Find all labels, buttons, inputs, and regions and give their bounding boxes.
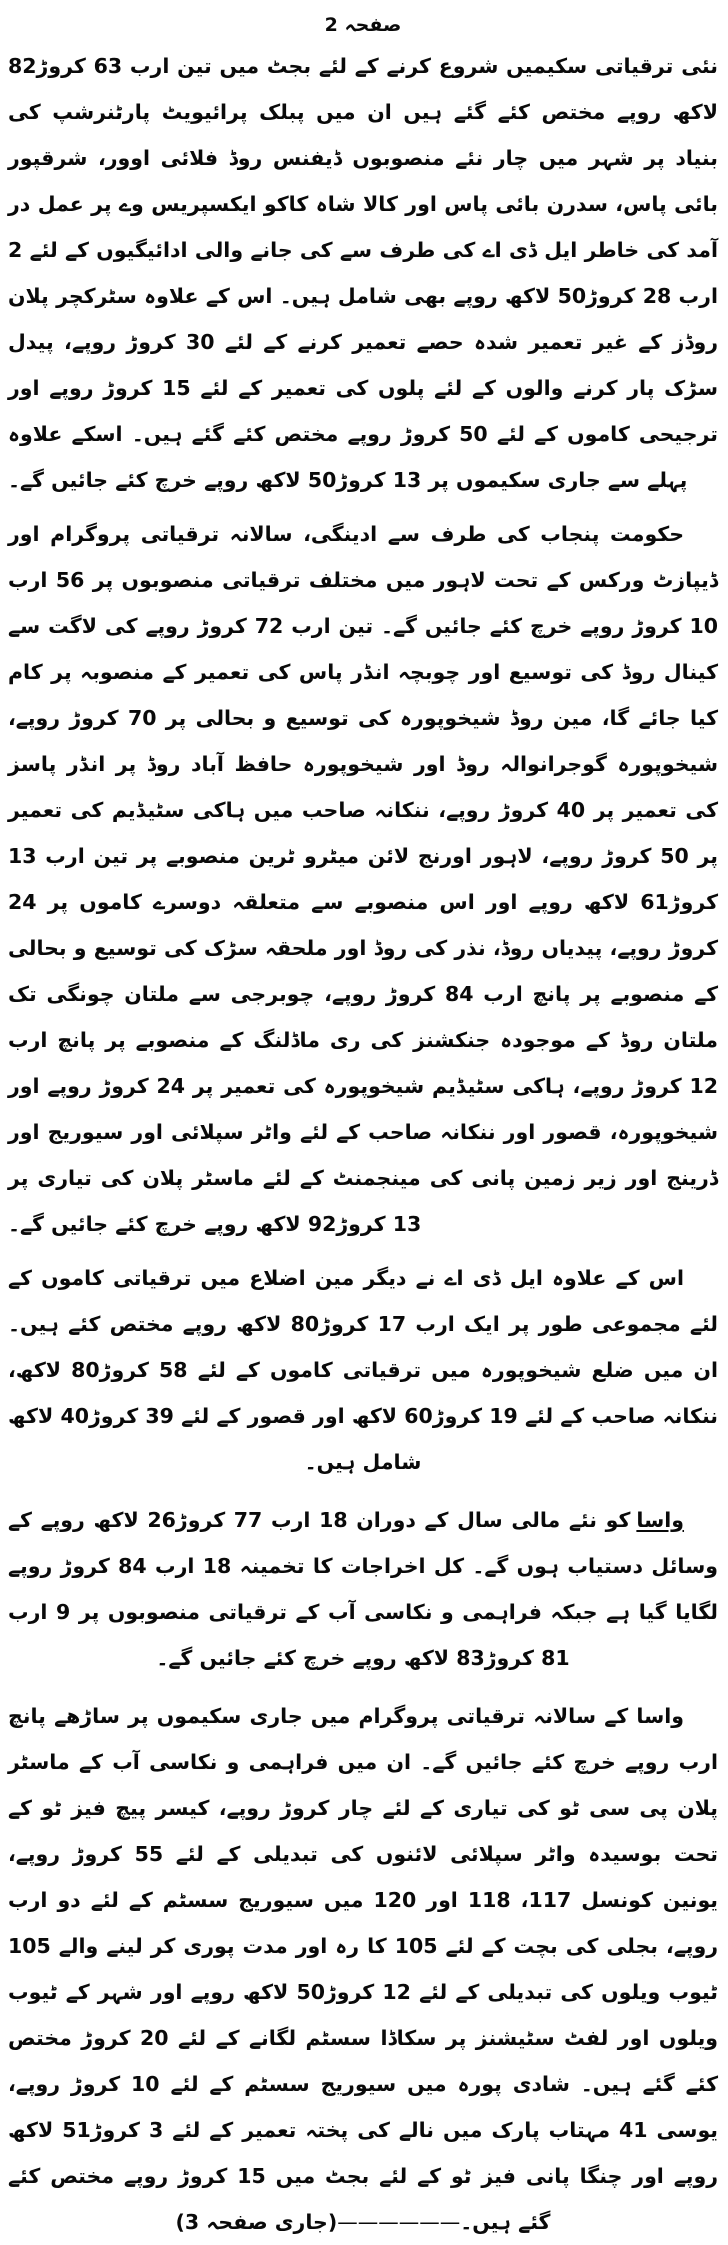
footer-rule: —————— <box>337 2209 461 2234</box>
page-title: صفحہ 2 <box>324 14 402 36</box>
paragraph-5 <box>8 1693 718 2245</box>
paragraph-5-body: واسا کے سالانہ ترقیاتی پروگرام میں جاری سکیموں پر ساڑھے پانچ ارب روپے خرچ کئے جائیں گے۔ ان میں فراہمی و نکاسی آب کے ماسٹر پلان پی سی ٹو کی تیاری کے لئے چار کروڑ روپے، کیسر پیچ فیز ٹو کے تحت بوسیدہ واٹر سپلائی لائنوں کی تبدیلی کے لئے 55 کروڑ روپے، یونین کونسل 117، 118 اور 120 میں سیوریج سسٹم کے لئے دو ارب روپے، بجلی کی بچت کے لئے 105 کا رہ اور مدت پوری کر لینے والے 105 ٹیوب ویلوں کی تبدیلی کے لئے 12 کروڑ50 لاکھ روپے اور شہر کے ٹیوب ویلوں اور لفٹ سٹیشنز پر سکاڈا سسٹم لگانے کے لئے 20 کروڑ مختص کئے گئے ہیں۔ شادی پورہ میں سیوریج سسٹم کے لئے 10 کروڑ روپے، یوسی 41 مہتاب پارک میں نالے کی پختہ تعمیر کے لئے 3 کروڑ51 لاکھ روپے اور چنگا پانی فیز ٹو کے لئے بجٹ میں 15 کروڑ روپے مختص کئے گئے ہیں۔ <box>8 1703 719 2234</box>
continued-note: (جاری صفحہ 3) <box>175 2209 338 2234</box>
paragraph-4-body: کو نئے مالی سال کے دوران 18 ارب 77 کروڑ26 لاکھ روپے کے وسائل دستیاب ہوں گے۔ کل اخراجات کا تخمینہ 18 ارب 84 کروڑ روپے لگایا گیا ہے جبکہ فراہمی و نکاسی آب کے ترقیاتی منصوبوں پر 9 ارب 81 کروڑ83 لاکھ روپے خرچ کئے جائیں گے۔ <box>8 1507 719 1670</box>
paragraph-3: اس کے علاوہ ایل ڈی اے نے دیگر مین اضلاع میں ترقیاتی کاموں کے لئے مجموعی طور پر ایک ارب 17 کروڑ80 لاکھ روپے مختص کئے ہیں۔ ان میں ضلع شیخوپورہ میں ترقیاتی کاموں کے لئے 58 کروڑ80 لاکھ، ننکانہ صاحب کے لئے 19 کروڑ60 لاکھ اور قصور کے لئے 39 کروڑ40 لاکھ شامل ہیں۔ <box>8 1265 719 1474</box>
paragraph-spacer <box>8 1683 718 1693</box>
paragraph-1: نئی ترقیاتی سکیمیں شروع کرنے کے لئے بجٹ میں تین ارب 63 کروڑ82 لاکھ روپے مختص کئے گئے ہیں ان میں پبلک پرائیویٹ پارٹنرشپ کی بنیاد پر شہر میں چار نئے منصوبوں ڈیفنس روڈ فلائی اوور، شرقپور بائی پاس، سدرن بائی پاس اور کالا شاہ کاکو ایکسپریس وے پر عمل در آمد کی خاطر ایل ڈی اے کی طرف سے کی جانے والی ادائیگیوں کے لئے 2 ارب 28 کروڑ50 لاکھ روپے بھی شامل ہیں۔ اس کے علاوہ سٹرکچر پلان روڈز کے غیر تعمیر شدہ حصے تعمیر کرنے کے لئے 30 کروڑ روپے، پیدل سڑک پار کرنے والوں کے لئے پلوں کی تعمیر کے لئے 15 کروڑ روپے اور ترجیحی کاموں کے لئے 50 کروڑ روپے مختص کئے گئے ہیں۔ اسکے علاوہ پہلے سے جاری سکیموں پر 13 کروڑ50 لاکھ روپے خرچ کئے جائیں گے۔ <box>8 53 719 492</box>
paragraph-4 <box>8 1497 718 1681</box>
paragraph-2: حکومت پنجاب کی طرف سے ادینگی، سالانہ ترقیاتی پروگرام اور ڈیپازٹ ورکس کے تحت لاہور میں مختلف ترقیاتی منصوبوں پر 56 ارب 10 کروڑ روپے خرچ کئے جائیں گے۔ تین ارب 72 کروڑ روپے کی لاگت سے کینال روڈ کی توسیع اور چوبچہ انڈر پاس کی تعمیر کے منصوبہ پر کام کیا جائے گا، مین روڈ شیخوپورہ کی توسیع و بحالی پر 70 کروڑ روپے، شیخوپورہ گوجرانوالہ روڈ اور شیخوپورہ حافظ آباد روڈ پر انڈر پاسز کی تعمیر پر 40 کروڑ روپے، ننکانہ صاحب میں ہاکی سٹیڈیم کی تعمیر پر 50 کروڑ روپے، لاہور اورنج لائن میٹرو ٹرین منصوبے پر تین ارب 13 کروڑ61 لاکھ روپے اور اس منصوبے سے متعلقہ دوسرے کاموں پر 24 کروڑ روپے، پیدیاں روڈ، نذر کی روڈ اور ملحقہ سڑک کی توسیع و بحالی کے منصوبے پر پانچ ارب 84 کروڑ روپے، چوبرجی سے ملتان چونگی تک ملتان روڈ کے موجودہ جنکشنز کی ری ماڈلنگ کے منصوبے پر پانچ ارب 12 کروڑ روپے، ہاکی سٹیڈیم شیخوپورہ کی تعمیر پر 24 کروڑ روپے اور شیخوپورہ، قصور اور ننکانہ صاحب کے لئے واٹر سپلائی اور سیوریج اور ڈرینج اور زیر زمین پانی کی مینجمنٹ کے لئے ماسٹر پلان کی تیاری پر 13 کروڑ92 لاکھ روپے خرچ کئے جائیں گے۔ <box>8 521 719 1236</box>
wasa-lead-label: واسا <box>636 1507 685 1532</box>
paragraph-spacer <box>8 1487 718 1497</box>
